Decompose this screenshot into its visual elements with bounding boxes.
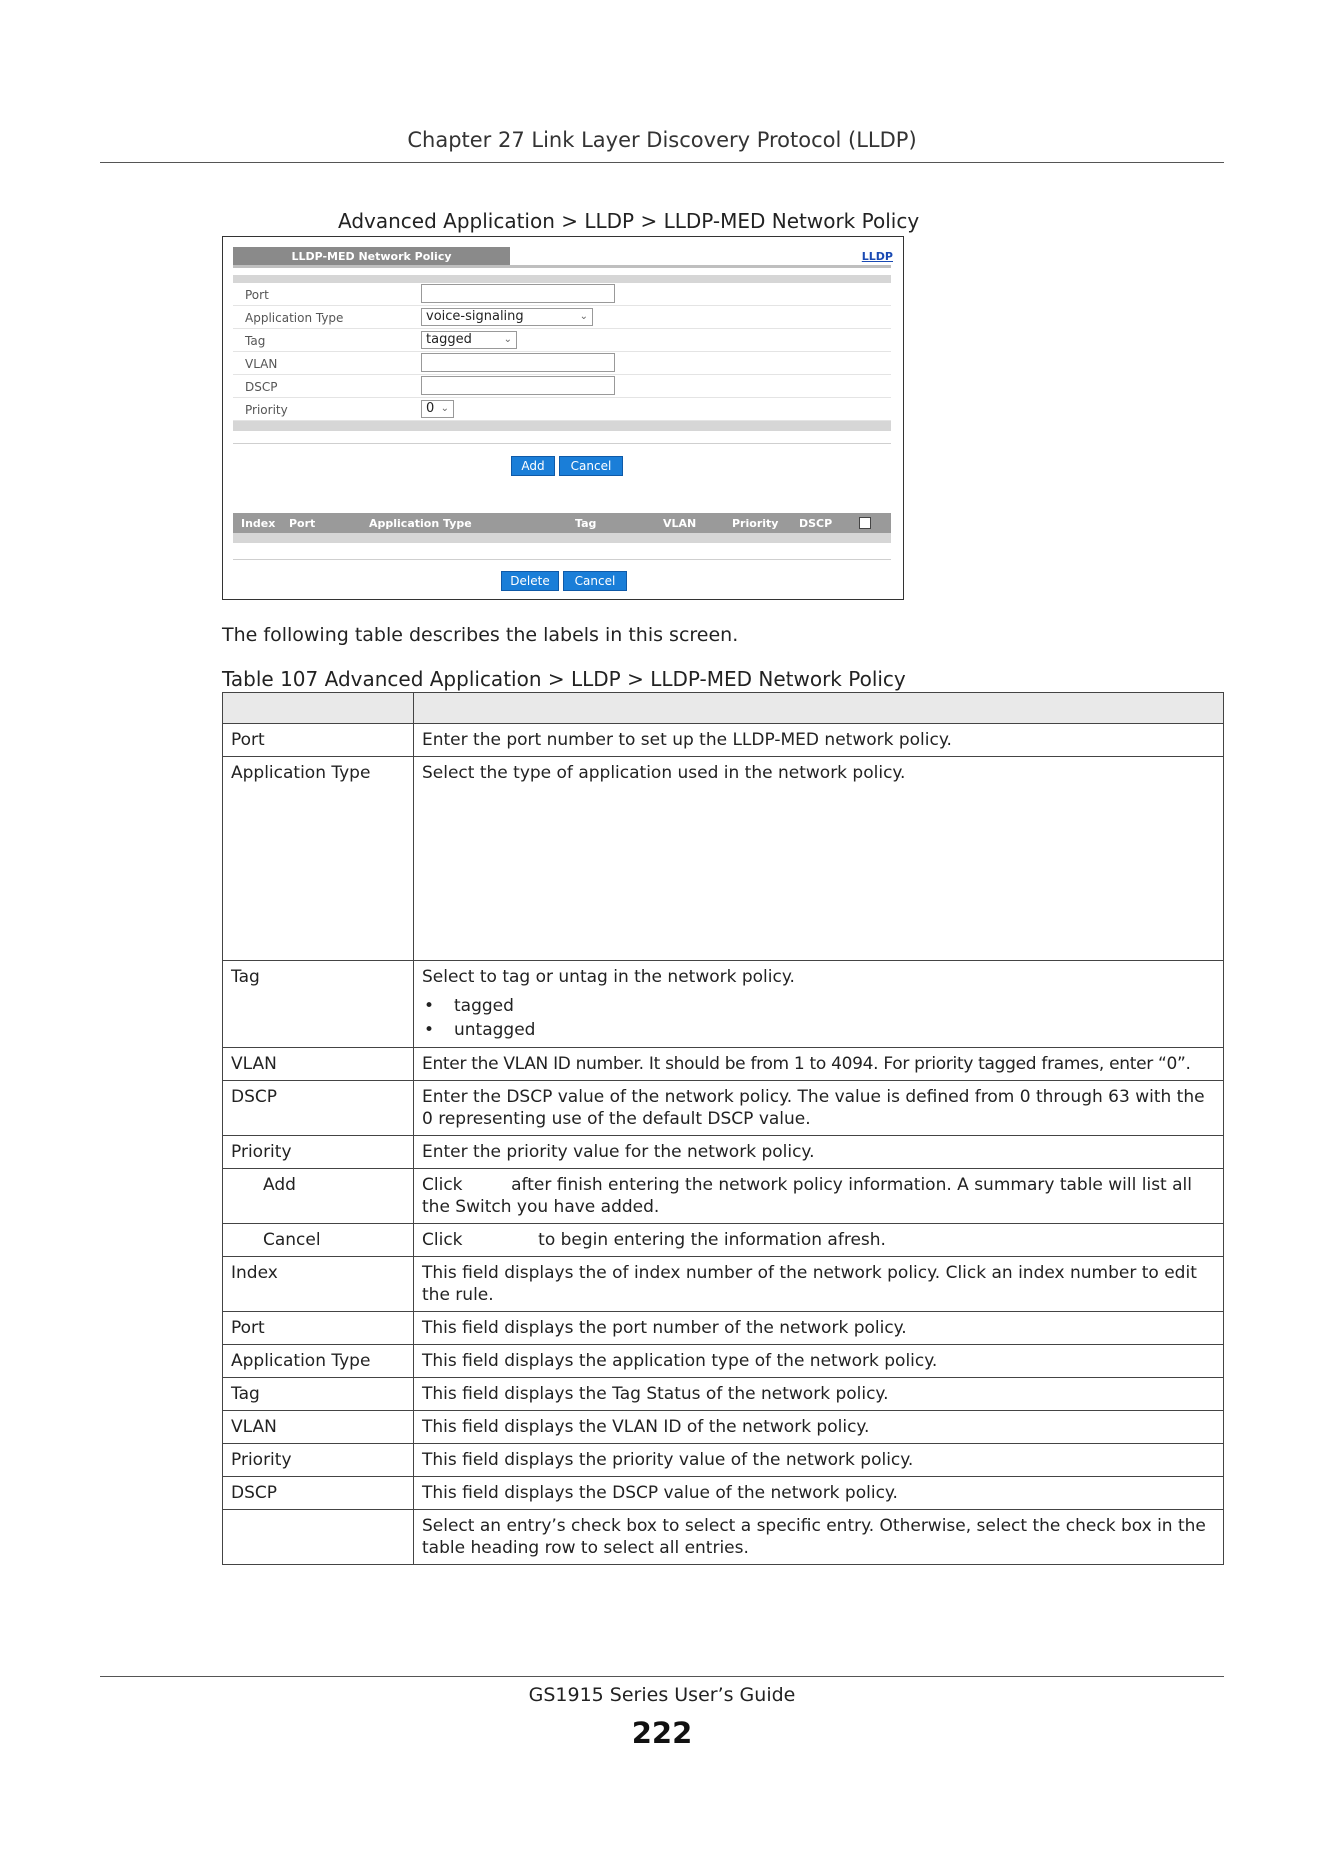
tag-value: tagged bbox=[426, 332, 472, 347]
row-description: Enter the port number to set up the LLDP-MED network policy. bbox=[414, 724, 1224, 757]
priority-value: 0 bbox=[426, 401, 435, 416]
figure-caption: Advanced Application > LLDP > LLDP-MED Network Policy bbox=[338, 209, 920, 233]
table-row bbox=[223, 1224, 1224, 1257]
row-label: Application Type bbox=[223, 757, 414, 961]
list-item: • untagged bbox=[422, 1018, 1215, 1042]
table-row bbox=[223, 724, 1224, 757]
delete-button[interactable]: Delete bbox=[501, 571, 559, 591]
row-label: Priority bbox=[223, 1444, 414, 1477]
table-row bbox=[223, 1257, 1224, 1312]
form-row-priority bbox=[233, 398, 891, 421]
row-description: This field displays the DSCP value of the network policy. bbox=[414, 1477, 1224, 1510]
footer-title: GS1915 Series User’s Guide bbox=[528, 1684, 796, 1706]
row-description: Enter the VLAN ID number. It should be from 1 to 4094. For priority tagged frames, enter “0”. bbox=[414, 1048, 1224, 1081]
chevron-down-icon: ⌄ bbox=[579, 311, 588, 322]
priority-label: Priority bbox=[245, 403, 288, 417]
row-description: This field displays the of index number of the network policy. Click an index number to edit the rule. bbox=[414, 1257, 1224, 1312]
port-label: Port bbox=[245, 288, 269, 302]
tab-lldp-med-network-policy[interactable]: LLDP-MED Network Policy bbox=[233, 247, 510, 266]
column-port: Port bbox=[289, 517, 316, 530]
row-description: This field displays the VLAN ID of the network policy. bbox=[414, 1411, 1224, 1444]
form-row-dscp bbox=[233, 375, 891, 398]
row-label: DSCP bbox=[223, 1081, 414, 1136]
column-index: Index bbox=[241, 517, 276, 530]
table-row bbox=[223, 1136, 1224, 1169]
row-label: Tag bbox=[223, 1378, 414, 1411]
form-row-tag bbox=[233, 329, 891, 352]
application-type-value: voice-signaling bbox=[426, 309, 524, 324]
table-row bbox=[223, 1411, 1224, 1444]
tab-underline bbox=[233, 265, 891, 268]
dscp-input[interactable] bbox=[421, 376, 615, 395]
add-button[interactable]: Add bbox=[511, 456, 555, 476]
row-description: Select an entry’s check box to select a specific entry. Otherwise, select the check box in the table heading row to select all entries. bbox=[414, 1510, 1224, 1565]
row-description: This field displays the Tag Status of the network policy. bbox=[414, 1378, 1224, 1411]
row-description: Enter the DSCP value of the network policy. The value is defined from 0 through 63 with the 0 representing use of the default DSCP value. bbox=[414, 1081, 1224, 1136]
table-row bbox=[223, 1345, 1224, 1378]
row-description bbox=[414, 961, 1224, 1048]
table-row bbox=[223, 1477, 1224, 1510]
row-label: Application Type bbox=[223, 1345, 414, 1378]
row-description: Select the type of application used in the network policy. bbox=[414, 757, 1224, 961]
column-dscp: DSCP bbox=[799, 517, 833, 530]
row-label: VLAN bbox=[223, 1048, 414, 1081]
labels-table bbox=[222, 692, 1224, 1565]
cancel-button[interactable]: Cancel bbox=[559, 456, 623, 476]
priority-select[interactable] bbox=[421, 400, 454, 418]
row-label: DSCP bbox=[223, 1477, 414, 1510]
column-tag: Tag bbox=[575, 517, 597, 530]
row-description: Enter the priority value for the network policy. bbox=[414, 1136, 1224, 1169]
table-header-row bbox=[223, 693, 1224, 724]
row-label: Cancel bbox=[223, 1224, 414, 1257]
policy-list-band bbox=[233, 533, 891, 543]
table-row bbox=[223, 1169, 1224, 1224]
row-label: Add bbox=[223, 1169, 414, 1224]
form-row-port bbox=[233, 283, 891, 306]
row-description: Click to begin entering the information afresh. bbox=[414, 1224, 1224, 1257]
table-row bbox=[223, 1048, 1224, 1081]
form-footer-band bbox=[233, 421, 891, 431]
tag-description: Select to tag or untag in the network policy. bbox=[422, 967, 795, 987]
row-label bbox=[223, 1510, 414, 1565]
table-row bbox=[223, 1081, 1224, 1136]
header-cell-description bbox=[414, 693, 1224, 724]
table-row bbox=[223, 961, 1224, 1048]
row-label: Port bbox=[223, 724, 414, 757]
row-label: Index bbox=[223, 1257, 414, 1312]
tag-label: Tag bbox=[245, 334, 266, 348]
row-description: This field displays the priority value of the network policy. bbox=[414, 1444, 1224, 1477]
form-row-vlan bbox=[233, 352, 891, 375]
header-rule bbox=[100, 162, 1224, 163]
table-row bbox=[223, 1312, 1224, 1345]
lldp-link[interactable]: LLDP bbox=[861, 250, 893, 263]
row-description: This field displays the port number of the network policy. bbox=[414, 1312, 1224, 1345]
port-input[interactable] bbox=[421, 284, 615, 303]
chapter-header: Chapter 27 Link Layer Discovery Protocol (LLDP) bbox=[407, 128, 917, 152]
row-label: Tag bbox=[223, 961, 414, 1048]
dscp-label: DSCP bbox=[245, 380, 278, 394]
table-row bbox=[223, 1444, 1224, 1477]
column-priority: Priority bbox=[732, 517, 779, 530]
policy-list-header bbox=[233, 513, 891, 533]
form-row-application-type bbox=[233, 306, 891, 329]
table-caption: Table 107 Advanced Application > LLDP > LLDP-MED Network Policy bbox=[222, 667, 906, 691]
row-label: VLAN bbox=[223, 1411, 414, 1444]
intro-text: The following table describes the labels in this screen. bbox=[222, 624, 739, 646]
tag-select[interactable] bbox=[421, 331, 517, 349]
cancel-list-button[interactable]: Cancel bbox=[563, 571, 627, 591]
vlan-label: VLAN bbox=[245, 357, 278, 371]
header-cell-label bbox=[223, 693, 414, 724]
application-type-select[interactable] bbox=[421, 308, 593, 326]
row-label: Port bbox=[223, 1312, 414, 1345]
row-description: This field displays the application type of the network policy. bbox=[414, 1345, 1224, 1378]
separator bbox=[233, 559, 891, 560]
table-row bbox=[223, 1510, 1224, 1565]
select-all-checkbox[interactable] bbox=[859, 517, 871, 529]
chevron-down-icon: ⌄ bbox=[440, 403, 449, 414]
table-row bbox=[223, 1378, 1224, 1411]
vlan-input[interactable] bbox=[421, 353, 615, 372]
page-number: 222 bbox=[631, 1716, 693, 1750]
table-row bbox=[223, 757, 1224, 961]
list-item: • tagged bbox=[422, 994, 1215, 1018]
column-application-type: Application Type bbox=[369, 517, 472, 530]
column-vlan: VLAN bbox=[663, 517, 697, 530]
form-header-band bbox=[233, 275, 891, 283]
application-type-label: Application Type bbox=[245, 311, 344, 325]
row-label: Priority bbox=[223, 1136, 414, 1169]
screen-figure bbox=[222, 236, 904, 600]
tag-options-list bbox=[422, 994, 1215, 1042]
chevron-down-icon: ⌄ bbox=[503, 334, 512, 345]
footer-rule bbox=[100, 1676, 1224, 1677]
separator bbox=[233, 443, 891, 444]
row-description: Click after finish entering the network policy information. A summary table will list all the Switch you have added. bbox=[414, 1169, 1224, 1224]
